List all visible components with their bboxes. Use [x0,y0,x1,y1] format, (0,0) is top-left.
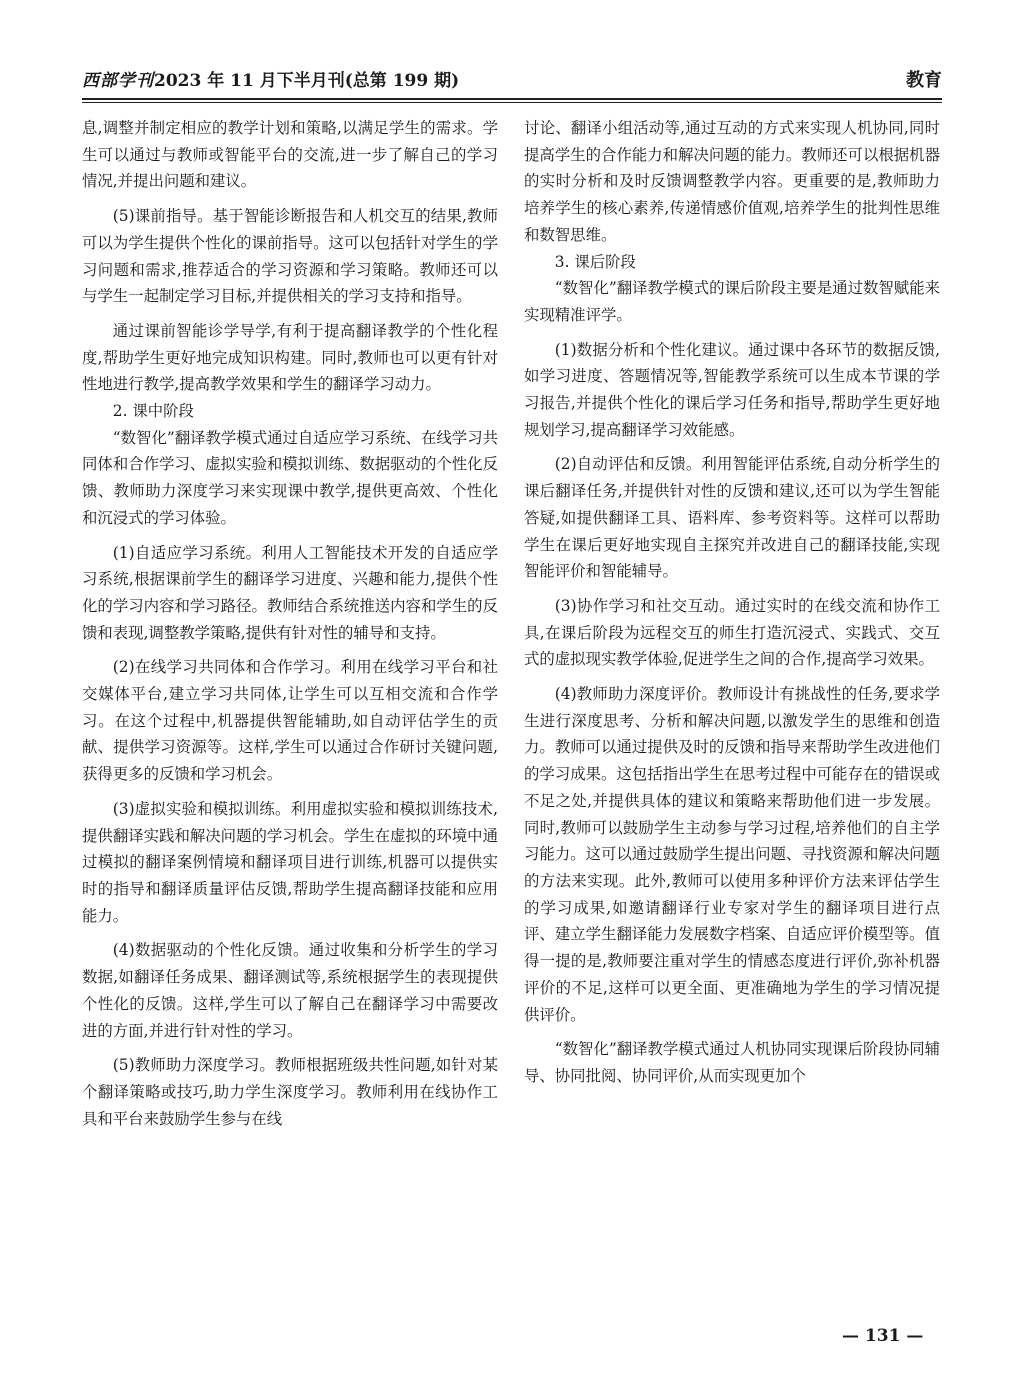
header-rule-thin [82,102,942,103]
paragraph: (5)课前指导。基于智能诊断报告和人机交互的结果,教师可以为学生提供个性化的课前指导。这可以包括针对学生的学习问题和需求,推荐适合的学习资源和学习策略。教师还可以与学生一起制定学习目标,并提供相关的学习支持和指导。 [82,207,498,306]
left-column [82,115,498,1132]
header-rule [82,98,942,100]
paragraph: (4)教师助力深度评价。教师设计有挑战性的任务,要求学生进行深度思考、分析和解决问题,以激发学生的思维和创造力。教师可以通过提供及时的反馈和指导来帮助学生改进他们的学习成果。这包括指出学生在思考过程中可能存在的错误或不足之处,并提供具体的建议和策略来帮助他们进一步发展。同时,教师可以鼓励学生主动参与学习过程,培养他们的自主学习能力。这可以通过鼓励学生提出问题、寻找资源和解决问题的方法来实现。此外,教师可以使用多种评价方法来评估学生的学习成果,如邀请翻译行业专家对学生的翻译项目进行点评、建立学生翻译能力发展数字档案、自适应评价模型等。值得一提的是,教师要注重对学生的情感态度进行评价,弥补机器评价的不足,这样可以更全面、更准确地为学生的学习情况提供评价。 [524,685,940,1024]
section-heading: 3. 课后阶段 [554,252,636,271]
paragraph: (5)教师助力深度学习。教师根据班级共性问题,如针对某个翻译策略或技巧,助力学生深度学习。教师利用在线协作工具和平台来鼓励学生参与在线 [82,1056,498,1128]
journal-title [82,66,459,91]
paragraph: (2)在线学习共同体和合作学习。利用在线学习平台和社交媒体平台,建立学习共同体,让学生可以互相交流和合作学习。在这个过程中,机器提供智能辅助,如自动评估学生的贡献、提供学习资源等。这样,学生可以通过合作研讨关键问题,获得更多的反馈和学习机会。 [82,658,498,784]
paragraph: (4)数据驱动的个性化反馈。通过收集和分析学生的学习数据,如翻译任务成果、翻译测试等,系统根据学生的表现提供个性化的反馈。这样,学生可以了解自己在翻译学习中需要改进的方面,并进行针对性的学习。 [82,941,498,1040]
page-number: — 131 — [842,1326,924,1346]
right-column [524,115,940,1090]
paragraph: “数智化”翻译教学模式的课后阶段主要是通过数智赋能来实现精准评学。 [524,279,940,324]
paragraph: “数智化”翻译教学模式通过人机协同实现课后阶段协同辅导、协同批阅、协同评价,从而实现更加个 [524,1040,940,1085]
journal-issue: 2023 年 11 月下半月刊(总第 199 期) [154,71,460,91]
paragraph: 息,调整并制定相应的教学计划和策略,以满足学生的需求。学生可以通过与教师或智能平台的交流,进一步了解自己的学习情况,并提出问题和建议。 [82,119,498,191]
paragraph: (1)数据分析和个性化建议。通过课中各环节的数据反馈,如学习进度、答题情况等,智能教学系统可以生成本节课的学习报告,并提供个性化的课后学习任务和指导,帮助学生更好地规划学习,提高翻译学习效能感。 [524,340,940,439]
paragraph: “数智化”翻译教学模式通过自适应学习系统、在线学习共同体和合作学习、虚拟实验和模拟训练、数据驱动的个性化反馈、教师助力深度学习来实现课中教学,提供更高效、个性化和沉浸式的学习体验。 [82,428,498,527]
paragraph: (3)协作学习和社交互动。通过实时的在线交流和协作工具,在课后阶段为远程交互的师生打造沉浸式、实践式、交互式的虚拟现实教学体验,促进学生之间的合作,提高学习效果。 [524,596,940,669]
paragraph: (2)自动评估和反馈。利用智能评估系统,自动分析学生的课后翻译任务,并提供针对性的反馈和建议,还可以为学生智能答疑,如提供翻译工具、语料库、参考资料等。这样可以帮助学生在课后更好地实现自主探究并改进自己的翻译技能,实现智能评价和智能辅导。 [524,455,940,581]
section-label: 教育 [906,70,942,91]
running-header [82,66,942,102]
journal-logo: 西部学刊 [82,71,154,91]
paragraph: (3)虚拟实验和模拟训练。利用虚拟实验和模拟训练技术,提供翻译实践和解决问题的学习机会。学生在虚拟的环境中通过模拟的翻译案例情境和翻译项目进行训练,机器可以提供实时的指导和翻译质量评估反馈,帮助学生提高翻译技能和应用能力。 [82,799,498,925]
paragraph: 讨论、翻译小组活动等,通过互动的方式来实现人机协同,同时提高学生的合作能力和解决问题的能力。教师还可以根据机器的实时分析和及时反馈调整教学内容。更重要的是,教师助力培养学生的核心素养,传递情感价值观,培养学生的批判性思维和数智思维。 [524,119,940,244]
section-heading: 2. 课中阶段 [112,402,194,421]
paragraph: (1)自适应学习系统。利用人工智能技术开发的自适应学习系统,根据课前学生的翻译学习进度、兴趣和能力,提供个性化的学习内容和学习路径。教师结合系统推送内容和学生的反馈和表现,调整教学策略,提供有针对性的辅导和支持。 [82,543,498,642]
paragraph: 通过课前智能诊学导学,有利于提高翻译教学的个性化程度,帮助学生更好地完成知识构建。同时,教师也可以更有针对性地进行教学,提高教学效果和学生的翻译学习动力。 [82,321,498,394]
